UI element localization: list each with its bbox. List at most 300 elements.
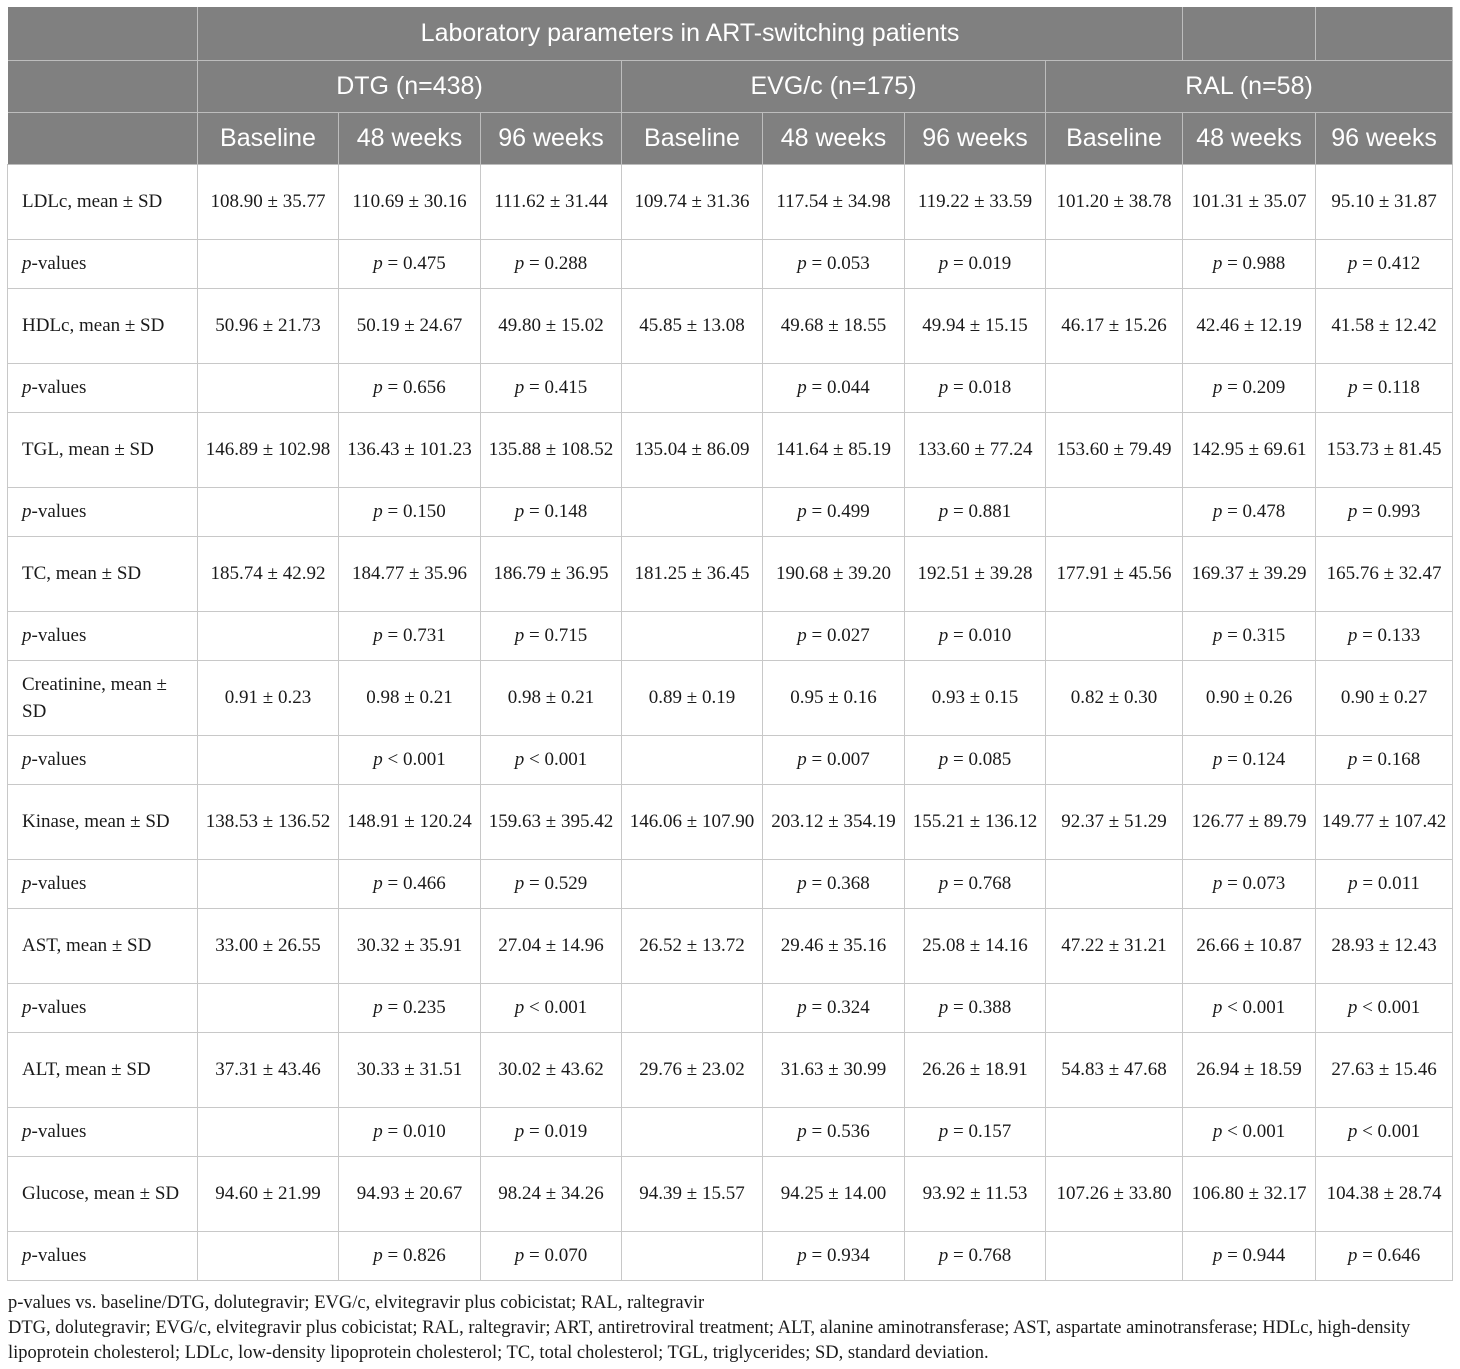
pvalue-cell <box>905 1107 1046 1156</box>
p-symbol: p <box>797 749 812 770</box>
pvalue-label-text: -values <box>31 625 87 646</box>
pvalue-cell <box>1046 363 1183 412</box>
pvalue-cell <box>481 1107 622 1156</box>
pvalue-cell <box>622 983 763 1032</box>
row-label: TGL, mean ± SD <box>8 412 198 487</box>
pvalue-text: = 0.044 <box>811 377 870 398</box>
pvalue-cell <box>763 611 905 660</box>
value-cell: 49.80 ± 15.02 <box>481 288 622 363</box>
pvalue-cell <box>1183 1107 1316 1156</box>
pvalue-text: = 0.133 <box>1362 625 1421 646</box>
table-row <box>8 536 1453 611</box>
pvalue-cell <box>763 487 905 536</box>
value-cell: 26.52 ± 13.72 <box>622 908 763 983</box>
pvalue-cell <box>905 363 1046 412</box>
p-symbol: p <box>1212 749 1228 770</box>
p-symbol: p <box>938 873 954 894</box>
value-cell: 148.91 ± 120.24 <box>339 784 481 859</box>
footnote: p-values vs. baseline/DTG, dolutegravir; EVG/c, elvitegravir plus cobicistat; RAL, raltegravir <box>8 1292 705 1313</box>
pvalue-cell <box>622 1231 763 1280</box>
value-cell: 93.92 ± 11.53 <box>905 1156 1046 1231</box>
value-cell: 94.93 ± 20.67 <box>339 1156 481 1231</box>
value-cell: 42.46 ± 12.19 <box>1183 288 1316 363</box>
pvalue-text: = 0.027 <box>811 625 870 646</box>
pvalue-label-text: -values <box>31 873 87 894</box>
header-corner <box>8 7 198 60</box>
table-body <box>8 164 1453 1280</box>
value-cell: 25.08 ± 14.16 <box>905 908 1046 983</box>
p-symbol: p <box>1212 873 1228 894</box>
timepoint-header: Baseline <box>1046 112 1183 164</box>
pvalue-text: = 0.478 <box>1227 501 1286 522</box>
value-cell: 49.94 ± 15.15 <box>905 288 1046 363</box>
pvalue-text: = 0.019 <box>953 253 1012 274</box>
p-symbol: p <box>1347 1245 1363 1266</box>
p-symbol: p <box>373 997 388 1018</box>
pvalue-cell <box>481 735 622 784</box>
pvalue-cell <box>905 983 1046 1032</box>
pvalue-cell <box>1183 363 1316 412</box>
pvalue-text: < 0.001 <box>387 749 446 770</box>
p-symbol: p <box>797 253 812 274</box>
pvalue-cell <box>1046 239 1183 288</box>
value-cell: 135.04 ± 86.09 <box>622 412 763 487</box>
value-cell: 107.26 ± 33.80 <box>1046 1156 1183 1231</box>
p-symbol: p <box>1212 253 1228 274</box>
p-symbol: p <box>514 873 530 894</box>
p-symbol: p <box>938 997 954 1018</box>
p-symbol: p <box>1347 501 1363 522</box>
table-row <box>8 1032 1453 1107</box>
value-cell: 94.39 ± 15.57 <box>622 1156 763 1231</box>
pvalue-text: = 0.070 <box>529 1245 588 1266</box>
pvalue-cell <box>622 735 763 784</box>
pvalue-cell <box>1046 1107 1183 1156</box>
value-cell: 26.26 ± 18.91 <box>905 1032 1046 1107</box>
value-cell: 136.43 ± 101.23 <box>339 412 481 487</box>
row-label: AST, mean ± SD <box>8 908 198 983</box>
pvalue-text: < 0.001 <box>1362 997 1421 1018</box>
pvalue-cell <box>339 859 481 908</box>
value-cell: 186.79 ± 36.95 <box>481 536 622 611</box>
pvalue-cell <box>198 735 339 784</box>
pvalue-cell <box>1316 487 1453 536</box>
timepoint-header: 96 weeks <box>905 112 1046 164</box>
pvalue-cell <box>1316 239 1453 288</box>
lab-parameters-table <box>7 7 1453 1281</box>
timepoint-header: Baseline <box>198 112 339 164</box>
pvalue-cell <box>1316 983 1453 1032</box>
p-symbol: p <box>514 1245 530 1266</box>
row-label: TC, mean ± SD <box>8 536 198 611</box>
pvalue-cell <box>905 859 1046 908</box>
pvalue-cell <box>198 1231 339 1280</box>
pvalue-cell <box>763 735 905 784</box>
p-symbol: p <box>514 1121 530 1142</box>
pvalue-row-label <box>8 239 198 288</box>
pvalue-text: = 0.148 <box>529 501 588 522</box>
pvalue-cell <box>198 1107 339 1156</box>
value-cell: 117.54 ± 34.98 <box>763 164 905 239</box>
pvalue-cell <box>1183 487 1316 536</box>
pvalue-text: = 0.826 <box>387 1245 446 1266</box>
pvalue-text: = 0.499 <box>811 501 870 522</box>
pvalue-text: = 0.715 <box>529 625 588 646</box>
timepoint-header: 48 weeks <box>1183 112 1316 164</box>
pvalue-text: = 0.150 <box>387 501 446 522</box>
pvalue-cell <box>1316 1107 1453 1156</box>
table-row <box>8 660 1453 735</box>
pvalue-cell <box>905 611 1046 660</box>
pvalue-text: = 0.053 <box>811 253 870 274</box>
p-symbol: p <box>373 377 388 398</box>
pvalue-cell <box>1183 611 1316 660</box>
timepoint-header: Baseline <box>622 112 763 164</box>
pvalue-label-text: -values <box>31 1121 87 1142</box>
group-header-dtg: DTG (n=438) <box>198 60 622 112</box>
p-symbol: p <box>797 377 812 398</box>
p-symbol: p <box>373 1245 388 1266</box>
group-header-ral: RAL (n=58) <box>1046 60 1453 112</box>
p-symbol: p <box>22 749 32 770</box>
footnote: DTG, dolutegravir; EVG/c, elvitegravir plus cobicistat; RAL, raltegravir; ART, antiretroviral treatment; ALT, alanine aminotransferase; AST, aspartate aminotransferase; HDLc, high-density lipoprotein cholesterol; LDLc, low-density lipoprotein cholesterol; TC, total cholesterol; TGL, triglycerides; SD, standard deviation. <box>8 1317 1411 1363</box>
pvalue-text: = 0.118 <box>1362 377 1420 398</box>
pvalue-text: = 0.646 <box>1362 1245 1421 1266</box>
pvalue-cell <box>622 859 763 908</box>
table-row <box>8 164 1453 239</box>
p-symbol: p <box>938 625 954 646</box>
timepoint-header: 96 weeks <box>481 112 622 164</box>
pvalue-text: = 0.073 <box>1227 873 1286 894</box>
value-cell: 28.93 ± 12.43 <box>1316 908 1453 983</box>
timepoint-header: 96 weeks <box>1316 112 1453 164</box>
value-cell: 153.73 ± 81.45 <box>1316 412 1453 487</box>
pvalue-cell <box>1183 859 1316 908</box>
value-cell: 92.37 ± 51.29 <box>1046 784 1183 859</box>
value-cell: 119.22 ± 33.59 <box>905 164 1046 239</box>
pvalue-text: = 0.085 <box>953 749 1012 770</box>
pvalue-text: = 0.368 <box>811 873 870 894</box>
pvalue-text: = 0.466 <box>387 873 446 894</box>
p-symbol: p <box>22 625 32 646</box>
table-row <box>8 288 1453 363</box>
p-symbol: p <box>1212 625 1228 646</box>
pvalue-row-label <box>8 983 198 1032</box>
pvalue-cell <box>481 363 622 412</box>
pvalue-row-label <box>8 611 198 660</box>
p-symbol: p <box>514 501 530 522</box>
value-cell: 135.88 ± 108.52 <box>481 412 622 487</box>
value-cell: 31.63 ± 30.99 <box>763 1032 905 1107</box>
value-cell: 0.82 ± 0.30 <box>1046 660 1183 735</box>
pvalue-cell <box>339 239 481 288</box>
pvalue-row <box>8 363 1453 412</box>
value-cell: 30.02 ± 43.62 <box>481 1032 622 1107</box>
p-symbol: p <box>373 253 388 274</box>
value-cell: 149.77 ± 107.42 <box>1316 784 1453 859</box>
pvalue-cell <box>905 487 1046 536</box>
value-cell: 41.58 ± 12.42 <box>1316 288 1453 363</box>
value-cell: 0.93 ± 0.15 <box>905 660 1046 735</box>
pvalue-label-text: -values <box>31 377 87 398</box>
value-cell: 37.31 ± 43.46 <box>198 1032 339 1107</box>
pvalue-cell <box>1046 735 1183 784</box>
pvalue-text: < 0.001 <box>529 749 588 770</box>
p-symbol: p <box>938 1121 954 1142</box>
pvalue-row <box>8 1231 1453 1280</box>
value-cell: 0.90 ± 0.27 <box>1316 660 1453 735</box>
value-cell: 0.91 ± 0.23 <box>198 660 339 735</box>
p-symbol: p <box>514 377 530 398</box>
p-symbol: p <box>938 501 954 522</box>
value-cell: 155.21 ± 136.12 <box>905 784 1046 859</box>
value-cell: 110.69 ± 30.16 <box>339 164 481 239</box>
p-symbol: p <box>938 749 954 770</box>
row-label: ALT, mean ± SD <box>8 1032 198 1107</box>
pvalue-cell <box>198 363 339 412</box>
pvalue-cell <box>339 487 481 536</box>
p-symbol: p <box>373 625 388 646</box>
pvalue-text: = 0.388 <box>953 997 1012 1018</box>
value-cell: 141.64 ± 85.19 <box>763 412 905 487</box>
pvalue-row <box>8 239 1453 288</box>
pvalue-text: = 0.157 <box>953 1121 1012 1142</box>
p-symbol: p <box>514 625 530 646</box>
value-cell: 94.25 ± 14.00 <box>763 1156 905 1231</box>
table-row <box>8 1156 1453 1231</box>
pvalue-cell <box>763 1107 905 1156</box>
pvalue-cell <box>339 1231 481 1280</box>
p-symbol: p <box>1212 377 1228 398</box>
pvalue-cell <box>763 239 905 288</box>
pvalue-row-label <box>8 487 198 536</box>
pvalue-row-label <box>8 363 198 412</box>
pvalue-cell <box>1183 239 1316 288</box>
value-cell: 190.68 ± 39.20 <box>763 536 905 611</box>
p-symbol: p <box>1212 1121 1228 1142</box>
pvalue-text: = 0.988 <box>1227 253 1286 274</box>
header-corner <box>8 112 198 164</box>
p-symbol: p <box>373 873 388 894</box>
value-cell: 133.60 ± 77.24 <box>905 412 1046 487</box>
table-row <box>8 908 1453 983</box>
p-symbol: p <box>373 1121 388 1142</box>
p-symbol: p <box>22 377 32 398</box>
value-cell: 184.77 ± 35.96 <box>339 536 481 611</box>
value-cell: 146.06 ± 107.90 <box>622 784 763 859</box>
pvalue-cell <box>1316 1231 1453 1280</box>
value-cell: 30.33 ± 31.51 <box>339 1032 481 1107</box>
value-cell: 30.32 ± 35.91 <box>339 908 481 983</box>
p-symbol: p <box>797 873 812 894</box>
value-cell: 169.37 ± 39.29 <box>1183 536 1316 611</box>
header-filler <box>1316 7 1453 60</box>
pvalue-label-text: -values <box>31 501 87 522</box>
value-cell: 50.96 ± 21.73 <box>198 288 339 363</box>
value-cell: 33.00 ± 26.55 <box>198 908 339 983</box>
pvalue-label-text: -values <box>31 1245 87 1266</box>
pvalue-text: = 0.019 <box>529 1121 588 1142</box>
value-cell: 104.38 ± 28.74 <box>1316 1156 1453 1231</box>
pvalue-cell <box>481 859 622 908</box>
pvalue-text: = 0.209 <box>1227 377 1286 398</box>
pvalue-text: < 0.001 <box>1362 1121 1421 1142</box>
value-cell: 185.74 ± 42.92 <box>198 536 339 611</box>
value-cell: 203.12 ± 354.19 <box>763 784 905 859</box>
value-cell: 111.62 ± 31.44 <box>481 164 622 239</box>
pvalue-text: = 0.881 <box>953 501 1012 522</box>
pvalue-text: = 0.993 <box>1362 501 1421 522</box>
pvalue-cell <box>481 239 622 288</box>
pvalue-row-label <box>8 859 198 908</box>
p-symbol: p <box>514 253 530 274</box>
value-cell: 108.90 ± 35.77 <box>198 164 339 239</box>
value-cell: 146.89 ± 102.98 <box>198 412 339 487</box>
pvalue-text: = 0.315 <box>1227 625 1286 646</box>
value-cell: 126.77 ± 89.79 <box>1183 784 1316 859</box>
p-symbol: p <box>22 873 32 894</box>
pvalue-cell <box>481 1231 622 1280</box>
pvalue-cell <box>905 735 1046 784</box>
pvalue-cell <box>339 611 481 660</box>
pvalue-cell <box>763 1231 905 1280</box>
pvalue-text: = 0.731 <box>387 625 446 646</box>
pvalue-text: = 0.475 <box>387 253 446 274</box>
p-symbol: p <box>797 501 812 522</box>
pvalue-row <box>8 859 1453 908</box>
pvalue-cell <box>198 859 339 908</box>
pvalue-cell <box>905 239 1046 288</box>
row-label: Creatinine, mean ± SD <box>8 660 198 735</box>
p-symbol: p <box>1347 1121 1363 1142</box>
p-symbol: p <box>938 377 954 398</box>
pvalue-cell <box>339 735 481 784</box>
pvalue-cell <box>1046 859 1183 908</box>
p-symbol: p <box>373 749 388 770</box>
value-cell: 192.51 ± 39.28 <box>905 536 1046 611</box>
pvalue-label-text: -values <box>31 253 87 274</box>
value-cell: 29.76 ± 23.02 <box>622 1032 763 1107</box>
table-row <box>8 412 1453 487</box>
timepoint-header: 48 weeks <box>763 112 905 164</box>
pvalue-text: = 0.412 <box>1362 253 1421 274</box>
pvalue-cell <box>622 487 763 536</box>
pvalue-text: < 0.001 <box>1227 997 1286 1018</box>
pvalue-cell <box>481 983 622 1032</box>
p-symbol: p <box>1347 749 1363 770</box>
pvalue-text: = 0.415 <box>529 377 588 398</box>
pvalue-cell <box>1046 983 1183 1032</box>
pvalue-cell <box>198 611 339 660</box>
pvalue-cell <box>1046 1231 1183 1280</box>
value-cell: 46.17 ± 15.26 <box>1046 288 1183 363</box>
p-symbol: p <box>514 749 530 770</box>
value-cell: 27.63 ± 15.46 <box>1316 1032 1453 1107</box>
pvalue-row-label <box>8 1231 198 1280</box>
value-cell: 109.74 ± 31.36 <box>622 164 763 239</box>
value-cell: 47.22 ± 31.21 <box>1046 908 1183 983</box>
p-symbol: p <box>1347 997 1363 1018</box>
pvalue-row <box>8 611 1453 660</box>
pvalue-cell <box>339 1107 481 1156</box>
value-cell: 153.60 ± 79.49 <box>1046 412 1183 487</box>
p-symbol: p <box>1212 1245 1228 1266</box>
group-header-evgc: EVG/c (n=175) <box>622 60 1046 112</box>
pvalue-cell <box>198 487 339 536</box>
pvalue-cell <box>481 487 622 536</box>
p-symbol: p <box>1348 873 1363 894</box>
pvalue-cell <box>622 1107 763 1156</box>
pvalue-row <box>8 735 1453 784</box>
pvalue-cell <box>1316 859 1453 908</box>
pvalue-text: = 0.288 <box>529 253 588 274</box>
pvalue-cell <box>198 983 339 1032</box>
pvalue-text: = 0.656 <box>387 377 446 398</box>
header-corner <box>8 60 198 112</box>
p-symbol: p <box>22 253 32 274</box>
pvalue-row <box>8 487 1453 536</box>
header-filler <box>1183 7 1316 60</box>
value-cell: 142.95 ± 69.61 <box>1183 412 1316 487</box>
p-symbol: p <box>373 501 388 522</box>
pvalue-text: = 0.007 <box>811 749 870 770</box>
value-cell: 98.24 ± 34.26 <box>481 1156 622 1231</box>
pvalue-cell <box>198 239 339 288</box>
p-symbol: p <box>1347 625 1363 646</box>
value-cell: 181.25 ± 36.45 <box>622 536 763 611</box>
value-cell: 26.94 ± 18.59 <box>1183 1032 1316 1107</box>
p-symbol: p <box>797 1245 812 1266</box>
value-cell: 49.68 ± 18.55 <box>763 288 905 363</box>
p-symbol: p <box>1212 997 1228 1018</box>
pvalue-row <box>8 1107 1453 1156</box>
pvalue-text: = 0.235 <box>387 997 446 1018</box>
pvalue-cell <box>1046 611 1183 660</box>
pvalue-text: = 0.011 <box>1362 873 1420 894</box>
pvalue-row-label <box>8 1107 198 1156</box>
pvalue-text: = 0.168 <box>1362 749 1421 770</box>
p-symbol: p <box>1348 377 1363 398</box>
pvalue-cell <box>1183 735 1316 784</box>
value-cell: 27.04 ± 14.96 <box>481 908 622 983</box>
pvalue-text: = 0.768 <box>953 1245 1012 1266</box>
value-cell: 26.66 ± 10.87 <box>1183 908 1316 983</box>
pvalue-text: = 0.324 <box>811 997 870 1018</box>
pvalue-row <box>8 983 1453 1032</box>
row-label: Glucose, mean ± SD <box>8 1156 198 1231</box>
p-symbol: p <box>22 1245 32 1266</box>
pvalue-cell <box>622 363 763 412</box>
p-symbol: p <box>22 997 32 1018</box>
row-label: Kinase, mean ± SD <box>8 784 198 859</box>
pvalue-cell <box>1316 611 1453 660</box>
pvalue-cell <box>763 363 905 412</box>
p-symbol: p <box>22 1121 32 1142</box>
value-cell: 0.95 ± 0.16 <box>763 660 905 735</box>
value-cell: 177.91 ± 45.56 <box>1046 536 1183 611</box>
value-cell: 29.46 ± 35.16 <box>763 908 905 983</box>
pvalue-cell <box>622 611 763 660</box>
pvalue-cell <box>339 983 481 1032</box>
p-symbol: p <box>797 997 812 1018</box>
pvalue-row-label <box>8 735 198 784</box>
pvalue-cell <box>339 363 481 412</box>
value-cell: 0.98 ± 0.21 <box>339 660 481 735</box>
pvalue-text: = 0.018 <box>953 377 1012 398</box>
table-row <box>8 784 1453 859</box>
table-title: Laboratory parameters in ART-switching patients <box>198 7 1183 60</box>
pvalue-text: = 0.944 <box>1227 1245 1286 1266</box>
